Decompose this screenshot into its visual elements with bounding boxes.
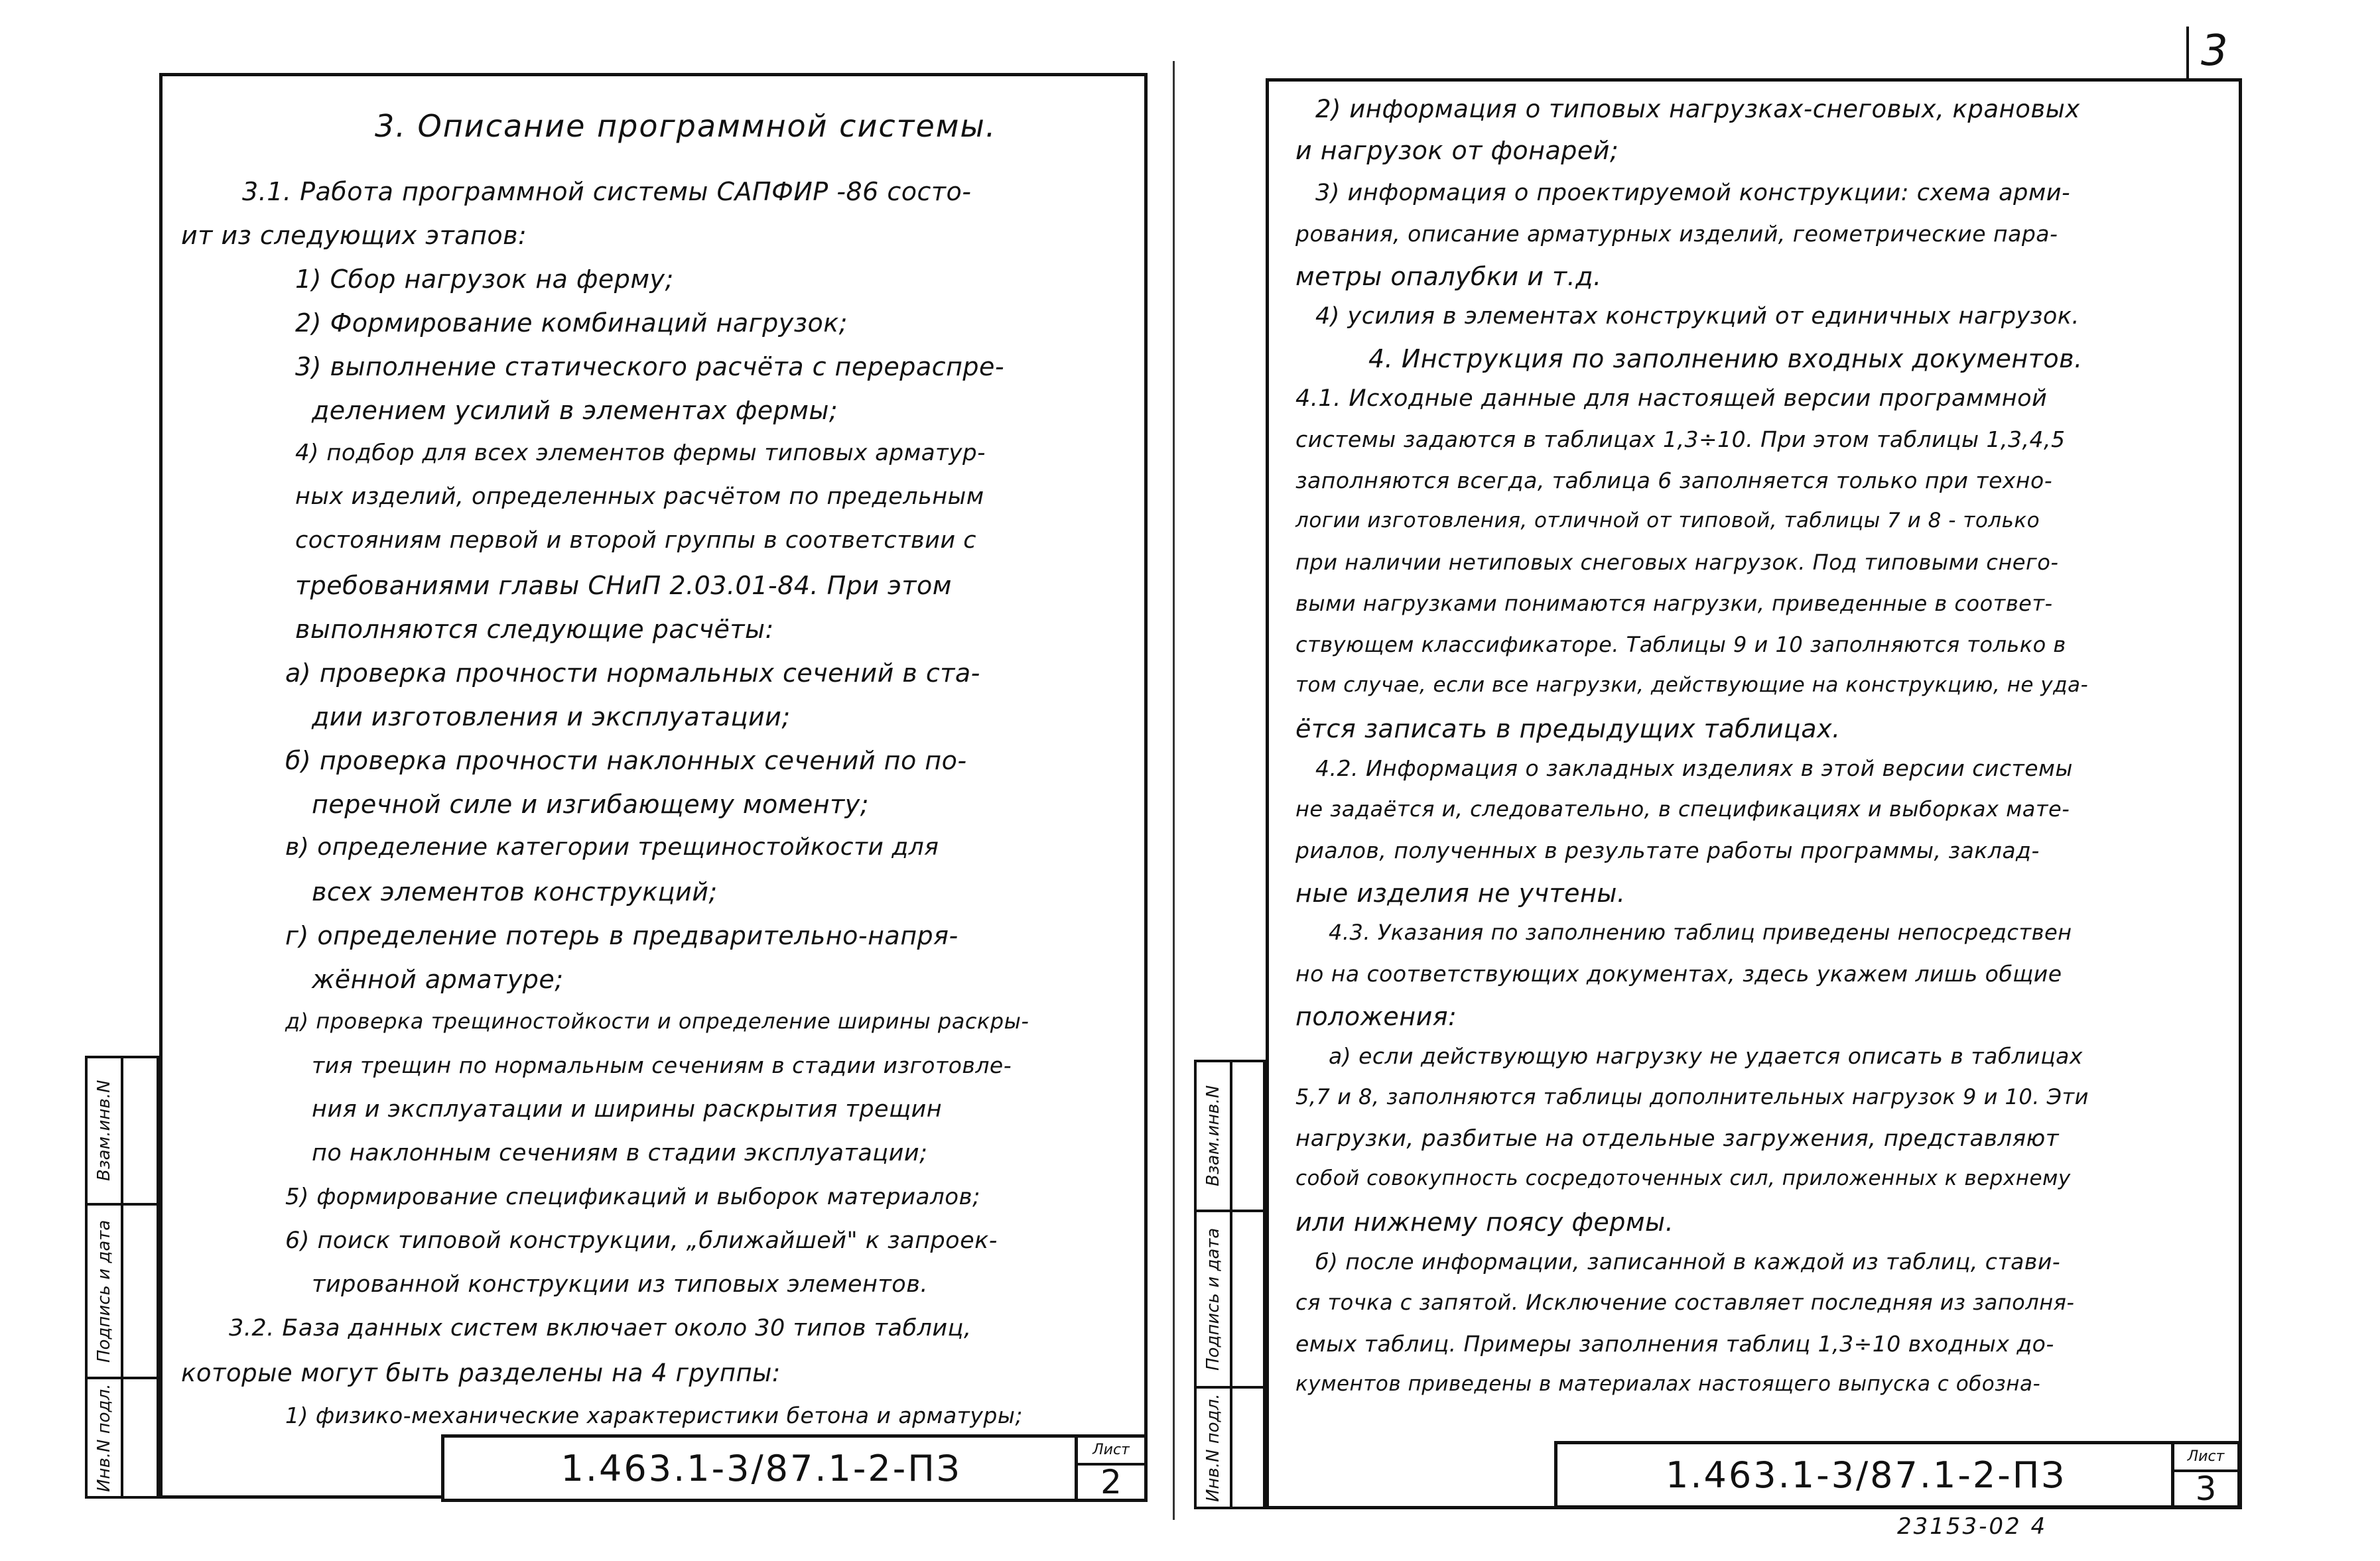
text-line: риалов, полученных в результате работы программы, заклад- [1295,838,2040,863]
text-line: д) проверка трещиностойкости и определение ширины раскры- [285,1009,1029,1034]
text-line: том случае, если все нагрузки, действующие на конструкцию, не уда- [1295,673,2089,697]
text-line: кументов приведены в материалах настоящего выпуска с обозна- [1295,1372,2041,1396]
sheet-number: 3 [2195,1469,2217,1508]
text-line: 6) поиск типовой конструкции, „ближайшей" к запроек- [285,1227,998,1254]
strip-cell-signature [1197,1212,1263,1389]
text-line: выми нагрузками понимаются нагрузки, приведенные в соответ- [1295,591,2053,616]
text-line: системы задаются в таблицах 1,3÷10. При этом таблицы 1,3,4,5 [1295,426,2066,452]
document-code: 1.463.1-3/87.1-2-ПЗ [561,1447,962,1489]
text-line: 5,7 и 8, заполняются таблицы дополнительных нагрузок 9 и 10. Эти [1295,1084,2089,1109]
text-line: 4) подбор для всех элементов фермы типовых арматур- [295,440,986,466]
text-line: 3) информация о проектируемой конструкции: схема арми- [1315,180,2071,206]
text-line: дии изготовления и эксплуатации; [312,702,791,731]
text-line: 3.2. База данных систем включает около 30 типов таблиц, [229,1315,972,1342]
corner-page-number: 3 [2201,27,2228,76]
strip-cell-replacement [1197,1062,1263,1212]
text-line: 1) физико-механические характеристики бетона и арматуры; [285,1403,1024,1428]
text-line: логии изготовления, отличной от типовой, таблицы 7 и 8 - только [1295,509,2040,532]
title-block-stamp [441,1434,1148,1502]
text-line: выполняются следующие расчёты: [295,615,774,644]
text-line: тия трещин по нормальным сечениям в стадии изготовле- [312,1052,1012,1078]
text-line: в) определение категории трещиностойкости для [285,834,939,861]
text-line: требованиями главы СНиП 2.03.01-84. При этом [295,571,952,600]
right-side-strip [1194,1060,1266,1509]
text-line: 2) информация о типовых нагрузках-снеговых, крановых [1315,95,2080,123]
text-line: ётся записать в предыдущих таблицах. [1295,714,1841,743]
archive-number: 23153-02 4 [1897,1513,2048,1540]
left-page-sheet [159,73,1148,1499]
sheet-number-box [1075,1438,1144,1499]
text-line: ит из следующих этапов: [181,221,527,250]
left-side-strip [85,1056,159,1499]
text-line: всех элементов конструкций; [312,877,718,906]
text-line: ся точка с запятой. Исключение составляет последняя из заполня- [1295,1290,2075,1315]
text-line: тированной конструкции из типовых элементов. [312,1271,928,1298]
document-code: 1.463.1-3/87.1-2-ПЗ [1666,1454,2066,1496]
text-line: делением усилий в элементах фермы; [312,396,838,425]
text-line: состояниям первой и второй группы в соответствии с [295,527,977,554]
text-line: ные изделия не учтены. [1295,879,1626,908]
text-line: а) проверка прочности нормальных сечений в ста- [285,658,980,688]
text-line: 4.1. Исходные данные для настоящей версии программной [1295,385,2048,412]
strip-label-signature: Подпись и дата [1203,1227,1223,1371]
text-line: не задаётся и, следовательно, в спецификациях и выборках мате- [1295,796,2070,822]
sheet-label: Лист [2174,1444,2237,1472]
text-line: б) после информации, записанной в каждой из таблиц, стави- [1315,1249,2061,1275]
text-line: 4. Инструкция по заполнению входных документов. [1368,344,2083,373]
strip-cell-inventory [88,1379,157,1496]
center-fold-line [1173,61,1175,1520]
text-line: нагрузки, разбитые на отдельные загружения, представляют [1295,1125,2060,1152]
text-line: по наклонным сечениям в стадии эксплуатации; [312,1140,928,1166]
text-line: рования, описание арматурных изделий, геометрические пара- [1295,221,2058,247]
strip-cell-signature [88,1206,157,1379]
strip-label-replacement: Взам.инв.N [94,1080,114,1182]
text-line: заполняются всегда, таблица 6 заполняется только при техно- [1295,468,2053,493]
text-line: ных изделий, определенных расчётом по предельным [295,483,984,510]
strip-cell-replacement [88,1058,157,1206]
text-line: ния и эксплуатации и ширины раскрытия трещин [312,1096,943,1123]
text-line: но на соответствующих документах, здесь укажем лишь общие [1295,961,2062,987]
text-line: которые могут быть разделены на 4 группы: [181,1359,781,1387]
sheet-label: Лист [1078,1438,1144,1466]
text-line: емых таблиц. Примеры заполнения таблиц 1,3÷10 входных до- [1295,1331,2054,1357]
text-line: г) определение потерь в предварительно-напря- [285,921,959,950]
text-line: б) проверка прочности наклонных сечений по по- [285,746,967,775]
text-line: 5) формирование спецификаций и выборок материалов; [285,1184,981,1210]
sheet-number: 2 [1100,1463,1122,1501]
page-title: 3. Описание программной системы. [375,108,997,144]
text-line: при наличии нетиповых снеговых нагрузок. Под типовыми снего- [1295,550,2059,575]
title-block-stamp [1554,1441,2241,1509]
text-line: метры опалубки и т.д. [1295,262,1602,291]
text-line: 4) усилия в элементах конструкций от единичных нагрузок. [1315,303,2080,330]
strip-cell-inventory [1197,1389,1263,1507]
text-line: 3.1. Работа программной системы САПФИР -86 состо- [242,177,972,206]
text-line: жённой арматуре; [312,965,564,994]
text-line: 4.3. Указания по заполнению таблиц приведены непосредствен [1329,920,2072,945]
right-page-sheet [1266,78,2242,1509]
strip-label-inventory: Инв.N подл. [94,1383,114,1492]
sheet-number-box [2171,1444,2237,1508]
text-line: ствующем классификаторе. Таблицы 9 и 10 заполняются только в [1295,632,2066,657]
text-line: положения: [1295,1002,1457,1031]
text-line: 2) Формирование комбинаций нагрузок; [295,308,848,338]
text-line: 1) Сбор нагрузок на ферму; [295,265,674,294]
text-line: 4.2. Информация о закладных изделиях в этой версии системы [1315,755,2073,781]
strip-label-inventory: Инв.N подл. [1203,1393,1223,1502]
strip-label-replacement: Взам.инв.N [1203,1085,1223,1187]
strip-label-signature: Подпись и дата [94,1219,114,1363]
text-line: собой совокупность сосредоточенных сил, приложенных к верхнему [1295,1166,2071,1190]
corner-tick-mark [2186,27,2189,80]
text-line: 3) выполнение статического расчёта с перераспре- [295,352,1005,381]
text-line: а) если действующую нагрузку не удается описать в таблицах [1329,1043,2083,1069]
text-line: перечной силе и изгибающему моменту; [312,790,870,819]
text-line: или нижнему поясу фермы. [1295,1208,1674,1237]
text-line: и нагрузок от фонарей; [1295,136,1619,165]
